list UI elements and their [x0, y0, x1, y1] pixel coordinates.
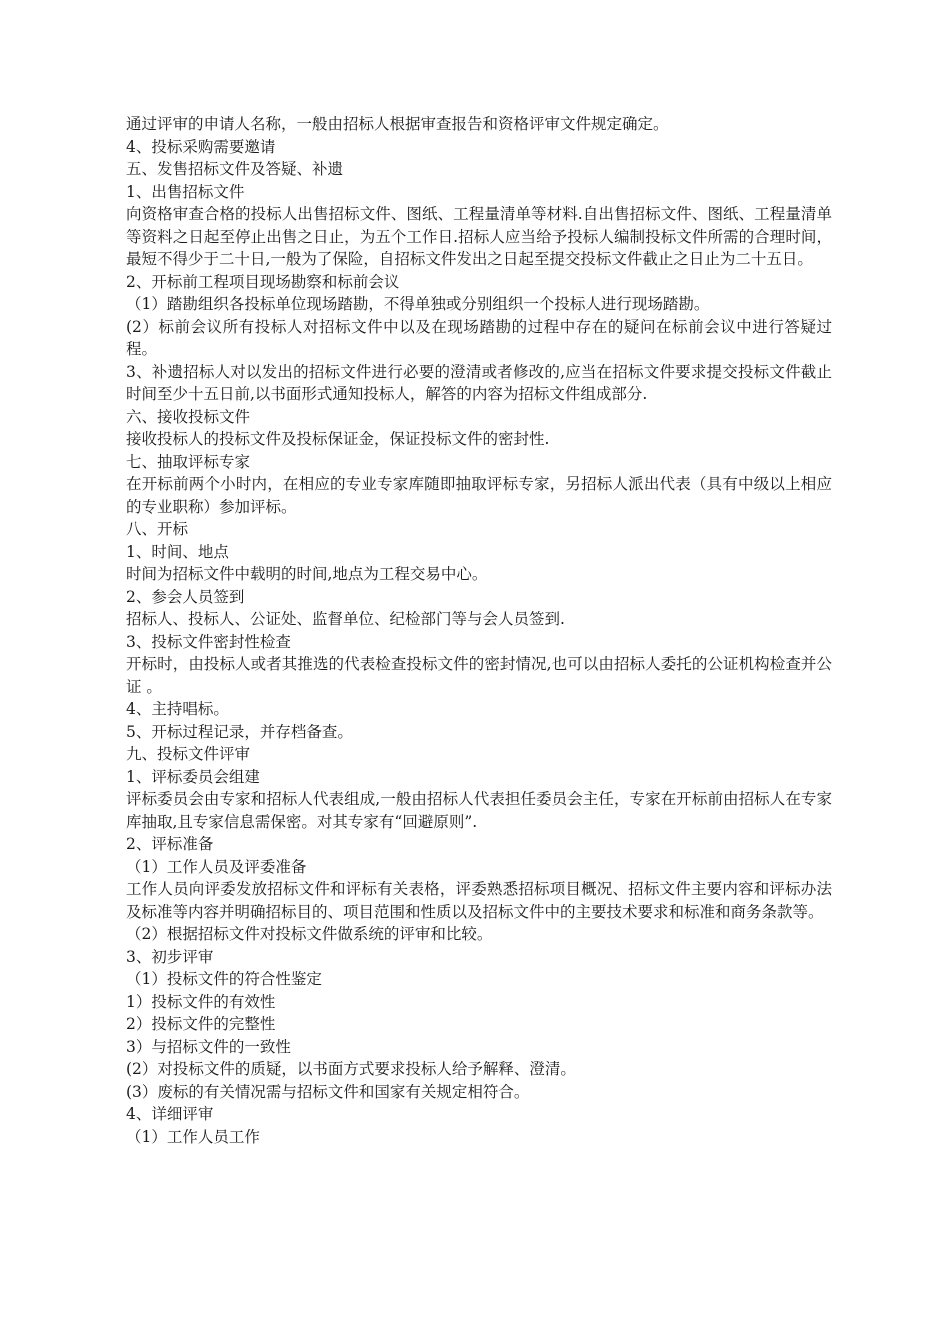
paragraph: 向资格审查合格的投标人出售招标文件、图纸、工程量清单等材料.自出售招标文件、图纸、工程量清单等资料之日起至停止出售之日止，为五个工作日.招标人应当给予投标人编制投标文件所需的合理时间，最短不得少于二十日,一般为了保险，自招标文件发出之日起至提交投标文件截止之日止为二十五日。 [126, 205, 832, 268]
paragraph: 2）投标文件的完整性 [126, 1015, 276, 1033]
paragraph: (2）标前会议所有投标人对招标文件中以及在现场踏勘的过程中存在的疑问在标前会议中进行答疑过程。 [126, 317, 832, 358]
paragraph: 九、投标文件评审 [126, 745, 251, 763]
paragraph: 4、投标采购需要邀请 [126, 137, 276, 156]
paragraph: 3、补遗招标人对以发出的招标文件进行必要的澄清或者修改的,应当在招标文件要求提交投标文件截止时间至少十五日前,以书面形式通知投标人，解答的内容为招标文件组成部分. [126, 362, 832, 403]
paragraph: 在开标前两个小时内，在相应的专业专家库随即抽取评标专家，另招标人派出代表（具有中级以上相应的专业职称）参加评标。 [126, 475, 832, 516]
paragraph: 八、开标 [126, 520, 189, 538]
paragraph: （1）踏勘组织各投标单位现场踏勘，不得单独或分别组织一个投标人进行现场踏勘。 [126, 295, 710, 313]
paragraph: 工作人员向评委发放招标文件和评标有关表格，评委熟悉招标项目概况、招标文件主要内容和评标办法及标准等内容并明确招标目的、项目范围和性质以及招标文件中的主要技术要求和标准和商务条款等。 [126, 880, 832, 921]
paragraph: 5、开标过程记录，并存档备查。 [126, 722, 353, 741]
paragraph: 3、投标文件密封性检查 [126, 632, 291, 651]
paragraph: 五、发售招标文件及答疑、补遗 [126, 160, 344, 178]
paragraph: （1）工作人员及评委准备 [126, 857, 307, 876]
paragraph: 3、初步评审 [126, 947, 214, 966]
paragraph: 2、参会人员签到 [126, 587, 245, 606]
paragraph: (2）对投标文件的质疑，以书面方式要求投标人给予解释、澄清。 [126, 1060, 576, 1078]
paragraph: 开标时，由投标人或者其推选的代表检查投标文件的密封情况,也可以由招标人委托的公证机构检查并公证 。 [126, 655, 832, 696]
paragraph: 1、时间、地点 [126, 542, 229, 561]
paragraph: 1、评标委员会组建 [126, 767, 260, 786]
paragraph: 2、开标前工程项目现场勘察和标前会议 [126, 272, 400, 291]
paragraph: 1、出售招标文件 [126, 182, 245, 201]
paragraph: 时间为招标文件中载明的时间,地点为工程交易中心。 [126, 565, 488, 583]
paragraph: 七、抽取评标专家 [126, 452, 251, 471]
paragraph: （1）投标文件的符合性鉴定 [126, 970, 322, 988]
paragraph: 六、接收投标文件 [126, 407, 251, 426]
document-body [126, 113, 832, 1148]
paragraph: 2、评标准备 [126, 835, 214, 853]
paragraph: 接收投标人的投标文件及投标保证金，保证投标文件的密封性. [126, 430, 550, 448]
paragraph: （1）工作人员工作 [126, 1127, 260, 1146]
paragraph: (3）废标的有关情况需与招标文件和国家有关规定相符合。 [126, 1082, 530, 1101]
paragraph: （2）根据招标文件对投标文件做系统的评审和比较。 [126, 925, 493, 943]
paragraph: 招标人、投标人、公证处、监督单位、纪检部门等与会人员签到. [126, 610, 565, 628]
paragraph: 1）投标文件的有效性 [126, 992, 276, 1011]
paragraph: 4、主持唱标。 [126, 700, 229, 718]
paragraph: 通过评审的申请人名称，一般由招标人根据审查报告和资格评审文件规定确定。 [126, 115, 669, 133]
paragraph: 4、详细评审 [126, 1105, 214, 1123]
paragraph: 3）与招标文件的一致性 [126, 1037, 291, 1056]
paragraph: 评标委员会由专家和招标人代表组成,一般由招标人代表担任委员会主任，专家在开标前由招标人在专家库抽取,且专家信息需保密。对其专家有“回避原则”. [126, 790, 832, 831]
